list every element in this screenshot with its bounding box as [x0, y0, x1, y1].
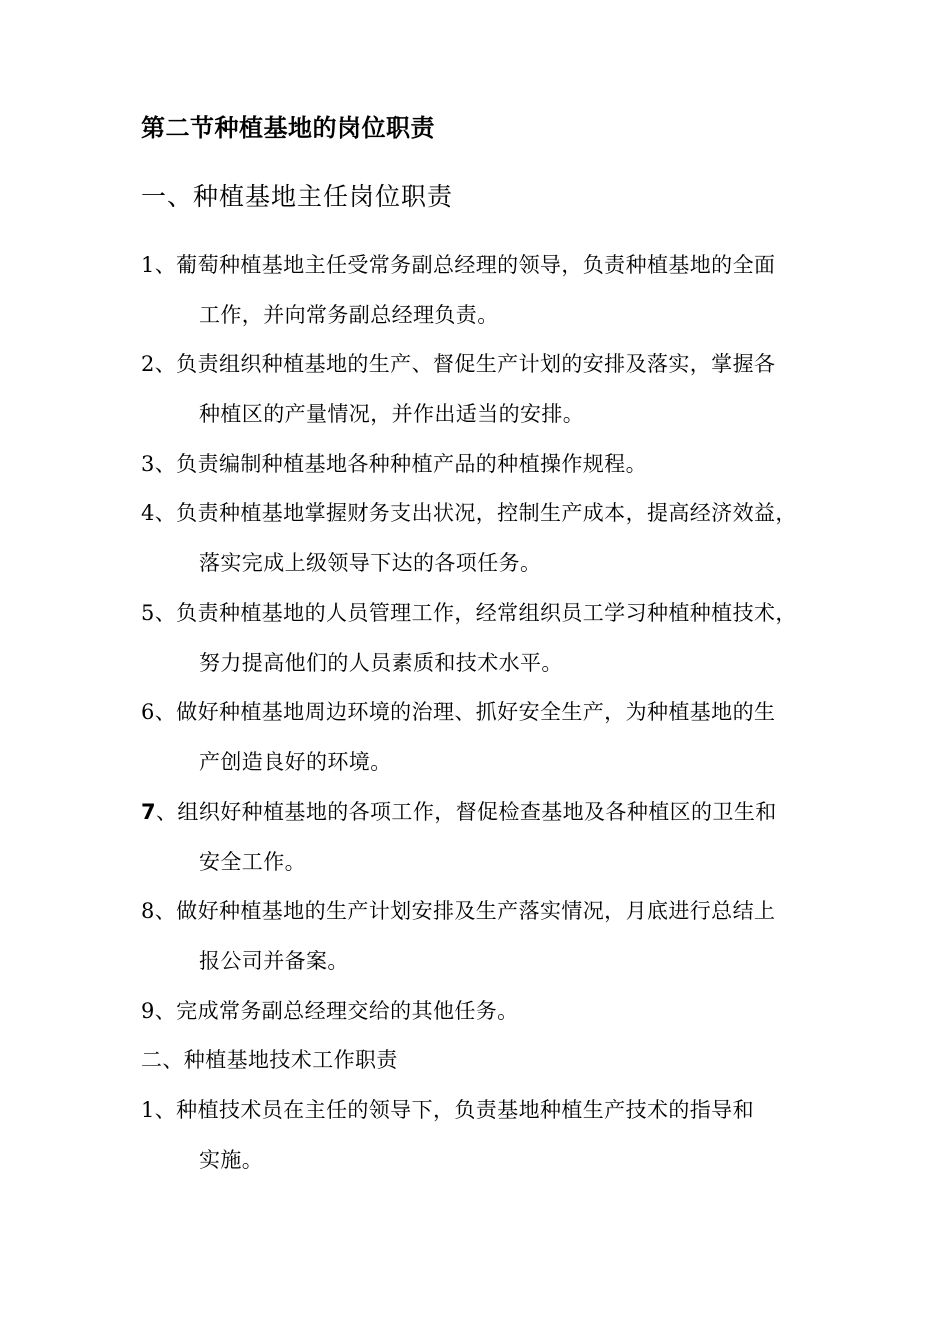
item-text-continuation: 实施。: [199, 1148, 264, 1172]
list-item: [141, 696, 776, 774]
section-title: 第二节种植基地的岗位职责: [141, 114, 435, 142]
item-number: 6: [141, 700, 155, 724]
list-item: [141, 895, 776, 973]
item-text-continuation: 安全工作。: [199, 850, 306, 874]
item-separator: 、: [154, 352, 177, 376]
heading-one: 一、种植基地主任岗位职责: [141, 182, 454, 211]
item-separator: 、: [154, 999, 177, 1023]
item-number: 1: [141, 253, 155, 277]
item-text: 做好种植基地的生产计划安排及生产落实情况，月底进行总结上: [176, 899, 776, 923]
item-separator: 、: [154, 601, 177, 625]
list-item: [141, 995, 519, 1025]
item-text: 负责编制种植基地各种种植产品的种植操作规程。: [176, 452, 647, 476]
item-number: 7: [141, 800, 157, 824]
list-item: [141, 249, 776, 327]
item-text-continuation: 报公司并备案。: [199, 949, 349, 973]
item-number: 3: [141, 452, 155, 476]
item-text: 完成常务副总经理交给的其他任务。: [176, 999, 519, 1023]
list-item: [141, 448, 647, 478]
item-separator: 、: [154, 1098, 177, 1122]
item-number: 4: [141, 501, 155, 525]
list-item: [141, 348, 776, 426]
item-text: 负责种植基地的人员管理工作，经常组织员工学习种植种植技术，: [176, 601, 797, 625]
item-number: 8: [141, 899, 155, 923]
item-text: 负责种植基地掌握财务支出状况，控制生产成本，提高经济效益，: [176, 501, 797, 525]
item-text-continuation: 产创造良好的环境。: [199, 750, 392, 774]
item-number: 9: [141, 999, 155, 1023]
item-text: 种植技术员在主任的领导下，负责基地种植生产技术的指导和: [176, 1098, 754, 1122]
item-number: 5: [141, 601, 155, 625]
item-separator: 、: [156, 800, 178, 824]
item-number: 1: [141, 1098, 155, 1122]
list-item: [141, 497, 797, 575]
list-item: [141, 597, 797, 675]
heading-two: 二、种植基地技术工作职责: [141, 1048, 398, 1072]
item-number: 2: [141, 352, 155, 376]
item-text: 葡萄种植基地主任受常务副总经理的领导，负责种植基地的全面: [176, 253, 776, 277]
item-text-continuation: 工作，并向常务副总经理负责。: [199, 303, 499, 327]
item-text-continuation: 落实完成上级领导下达的各项任务。: [199, 551, 542, 575]
item-text: 组织好种植基地的各项工作，督促检查基地及各种植区的卫生和: [177, 800, 777, 824]
list-item: [141, 796, 777, 874]
item-text: 做好种植基地周边环境的治理、抓好安全生产，为种植基地的生: [176, 700, 776, 724]
item-separator: 、: [154, 452, 177, 476]
item-separator: 、: [154, 501, 177, 525]
item-text-continuation: 种植区的产量情况，并作出适当的安排。: [199, 402, 585, 426]
item-text: 负责组织种植基地的生产、督促生产计划的安排及落实，掌握各: [176, 352, 776, 376]
list-item: [141, 1094, 754, 1172]
item-separator: 、: [154, 700, 177, 724]
item-separator: 、: [154, 253, 177, 277]
item-text-continuation: 努力提高他们的人员素质和技术水平。: [199, 651, 563, 675]
item-separator: 、: [154, 899, 177, 923]
